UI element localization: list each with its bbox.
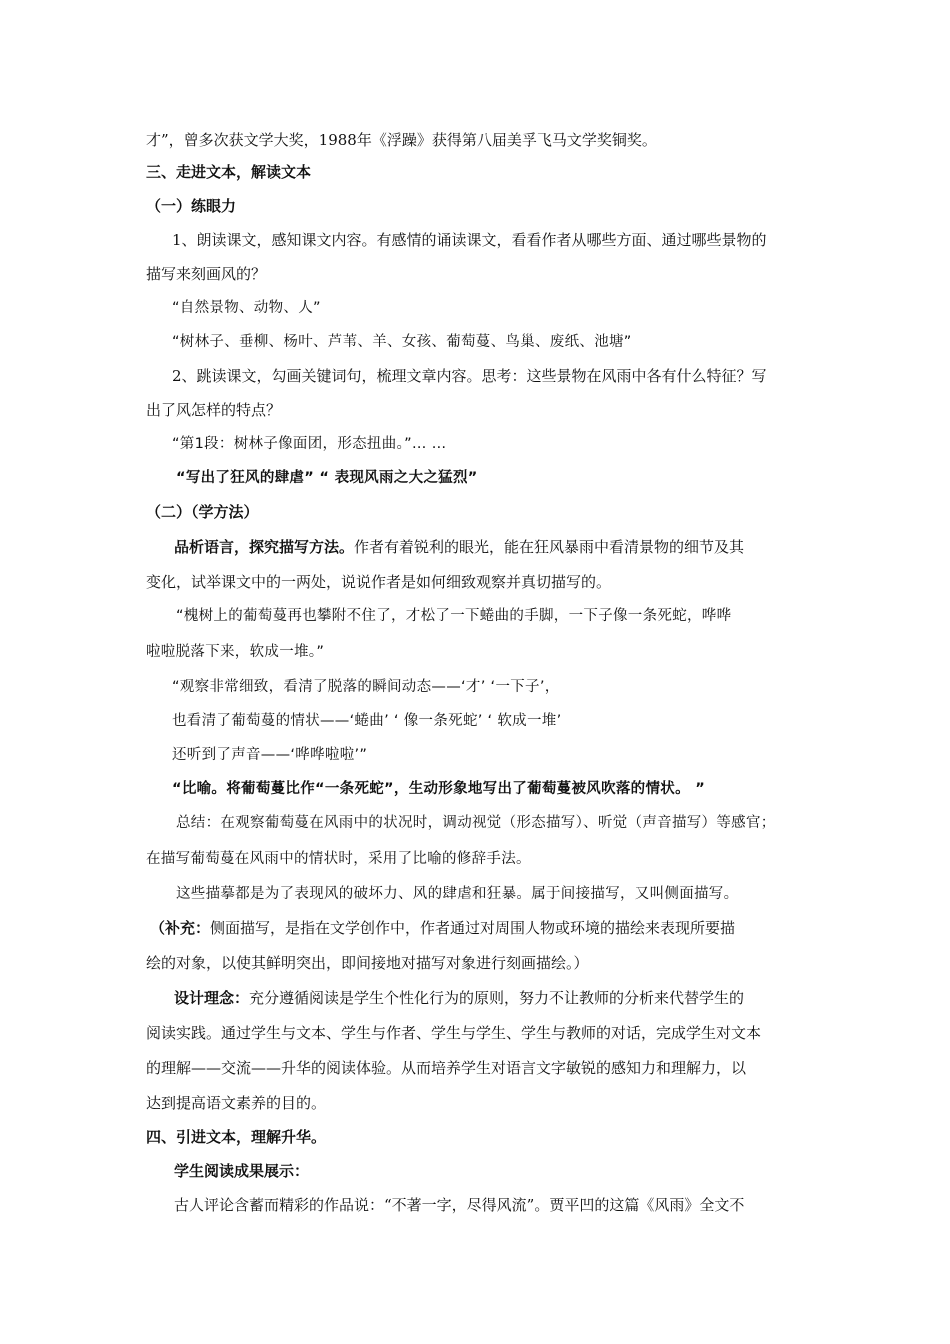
text-line: 出了风怎样的特点？ [146, 401, 282, 419]
answer-line: “树林子、垂柳、杨叶、芦苇、羊、女孩、葡萄蔓、鸟巢、废纸、池塘” [172, 334, 632, 350]
text-line: 绘的对象，以使其鲜明突出，即间接地对描写对象进行刻画描绘。） [146, 954, 589, 972]
section-heading: 三、走进文本，解读文本 [146, 163, 312, 181]
analysis-line: 也看清了葡萄蔓的情状——‘蜷曲’ ‘ 像一条死蛇’ ‘ 软成一堆’ [172, 713, 562, 729]
analysis-line: “观察非常细致，看清了脱落的瞬间动态——‘才’ ‘一下子’， [172, 679, 560, 695]
text-line: 阅读实践。通过学生与文本、学生与作者、学生与学生、学生与教师的对话，完成学生对文本 [146, 1024, 762, 1042]
text-line [150, 918, 735, 938]
section-heading: 四、引进文本，理解升华。 [146, 1128, 327, 1146]
text-line: 达到提高语文素养的目的。 [146, 1094, 327, 1112]
subsection-heading: （二）（学方法） [146, 503, 259, 521]
lead-continuation: 作者有着锐利的眼光，能在狂风暴雨中看清景物的细节及其 [354, 538, 745, 556]
text-line: 2、跳读课文，勾画关键词句，梳理文章内容。思考：这些景物在风雨中各有什么特征？写 [172, 367, 767, 385]
text-line: 古人评论含蓄而精彩的作品说：“不著一字，尽得风流”。贾平凹的这篇《风雨》全文不 [174, 1196, 745, 1214]
text-line: 变化，试举课文中的一两处，说说作者是如何细致观察并真切描写的。 [146, 573, 612, 591]
answer-line: “第1段：树林子像面团，形态扭曲。”… … [172, 436, 447, 452]
text-line: 的理解——交流——升华的阅读体验。从而培养学生对语言文字敏锐的感知力和理解力，以 [146, 1059, 747, 1077]
summary-line: 总结：在观察葡萄蔓在风雨中的状况时，调动视觉（形态描写）、听觉（声音描写）等感官； [176, 815, 776, 831]
subsection-heading: （一）练眼力 [146, 197, 237, 215]
text-line [174, 537, 744, 557]
text-line: 描写来刻画风的？ [146, 265, 267, 283]
quote-line: 啦啦脱落下来，软成一堆。” [146, 644, 325, 660]
answer-line: “自然景物、动物、人” [172, 300, 321, 316]
text-line [174, 988, 744, 1008]
analysis-line: 还听到了声音——‘哗哗啦啦’” [172, 747, 368, 763]
summary-line: 这些描摹都是为了表现风的破坏力、风的肆虐和狂暴。属于间接描写，又叫侧面描写。 [176, 886, 739, 902]
lead-phrase: 品析语言，探究描写方法。 [174, 538, 355, 556]
design-concept-label: 设计理念： [174, 989, 250, 1007]
supplement-text: 侧面描写，是指在文学创作中，作者通过对周围人物或环境的描绘来表现所要描 [210, 919, 736, 937]
subheading-bold: 学生阅读成果展示： [174, 1162, 310, 1180]
summary-line: 在描写葡萄蔓在风雨中的情状时，采用了比喻的修辞手法。 [146, 851, 531, 867]
quote-line: “槐树上的葡萄蔓再也攀附不住了，才松了一下蜷曲的手脚，一下子像一条死蛇，哗哗 [176, 608, 732, 624]
text-line: 1、朗读课文，感知课文内容。有感情的诵读课文，看看作者从哪些方面、通过哪些景物的 [172, 231, 767, 249]
design-concept-text: 充分遵循阅读是学生个性化行为的原则，努力不让教师的分析来代替学生的 [249, 989, 745, 1007]
text-line: 才”，曾多次获文学大奖，1988年《浮躁》获得第八届美孚飞马文学奖铜奖。 [146, 131, 657, 149]
answer-line-bold: “写出了狂风的肆虐” “ 表现风雨之大之猛烈” [176, 470, 478, 486]
analysis-line-bold: “比喻。将葡萄蔓比作“一条死蛇”，生动形象地写出了葡萄蔓被风吹落的情状。 ” [172, 781, 706, 797]
supplement-label: （补充： [150, 919, 211, 937]
